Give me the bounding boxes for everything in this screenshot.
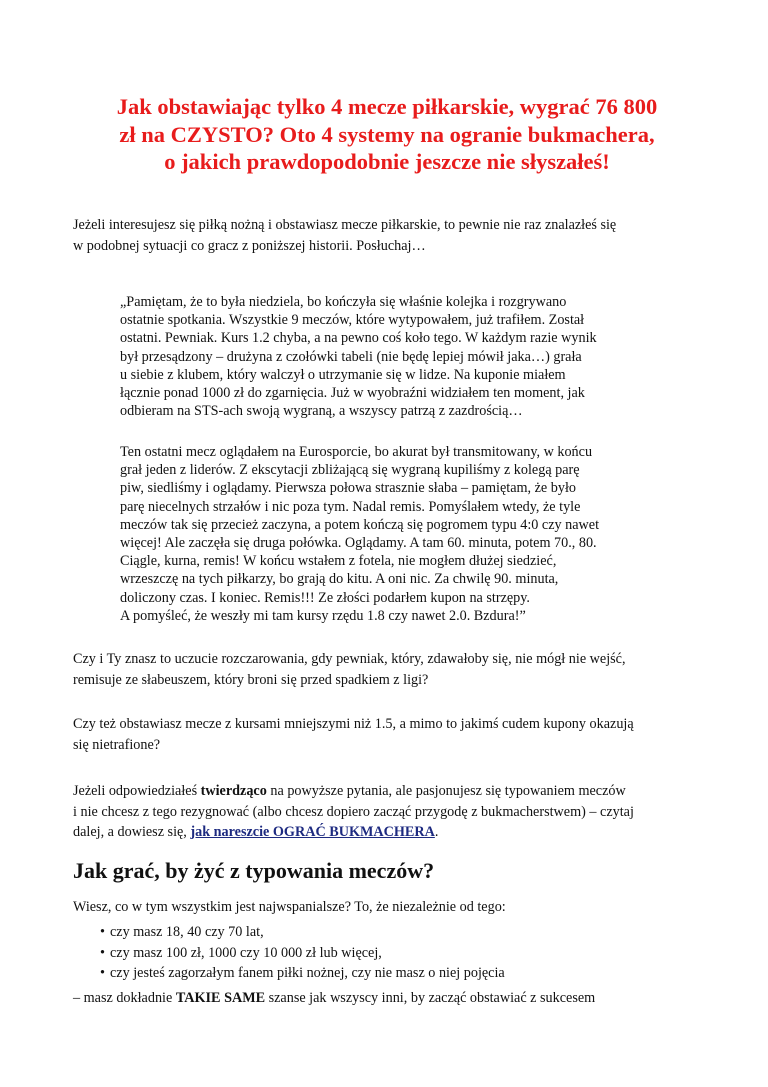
title-line-3: o jakich prawdopodobnie jeszcze nie słyszałeś! [164, 149, 610, 174]
paragraph-text: dalej, a dowiesz się, [73, 824, 191, 840]
paragraph-line: i nie chcesz z tego rezygnować (albo chcesz dopiero zacząć przygodę z bukmacherstwem) – czytaj [73, 803, 634, 820]
list-item [80, 922, 505, 943]
quote-line: meczów tak się przecież zaczyna, a potem kończą się pogromem typu 4:0 czy nawet [120, 516, 600, 533]
conditions-list [80, 922, 505, 984]
document-title [64, 93, 710, 176]
intro-line-1: Jeżeli interesujesz się piłką nożną i obstawiasz mecze piłkarskie, to pewnie nie raz znalazłeś się [73, 217, 617, 233]
quote-line: wrzeszczę na tych piłkarzy, bo grają do kitu. A oni nic. Za chwilę 90. minuta, [120, 571, 559, 588]
paragraph-text: Jeżeli odpowiedziałeś [73, 783, 201, 799]
quote-line: A pomyśleć, że weszły mi tam kursy rzędu 1.8 czy nawet 2.0. Bzdura!” [120, 607, 526, 624]
intro-paragraph [73, 215, 713, 256]
quote-line: łącznie ponad 1000 zł do zgarnięcia. Już w wyobraźni widziałem ten moment, jak [120, 385, 585, 402]
quote-line: u siebie z klubem, który walczył o utrzymanie się w lidze. Na kuponie miałem [120, 366, 566, 383]
quote-line: „Pamiętam, że to była niedziela, bo kończyła się właśnie kolejka i rozgrywano [120, 294, 567, 310]
list-item-text: czy masz 100 zł, 1000 czy 10 000 zł lub więcej, [110, 944, 382, 961]
section-intro: Wiesz, co w tym wszystkim jest najwspanialsze? To, że niezależnie od tego: [73, 899, 506, 915]
emphasis-text: twierdząco [200, 783, 267, 799]
story-quote-part-2 [120, 443, 680, 625]
quote-line: grał jeden z liderów. Z ekscytacji zbliżającą się wygraną kupiliśmy z kolegą parę [120, 462, 580, 479]
quote-line: Ten ostatni mecz oglądałem na Eurosporcie, bo akurat był transmitowany, w końcu [120, 444, 593, 460]
quote-line: ostatnie spotkania. Wszystkie 9 meczów, które wytypowałem, już trafiłem. Został [120, 312, 585, 329]
list-item-text: czy masz 18, 40 czy 70 lat, [110, 924, 264, 940]
paragraph-line: Czy też obstawiasz mecze z kursami mniejszymi niż 1.5, a mimo to jakimś cudem kupony okazują [73, 716, 634, 732]
quote-line: Ciągle, kurna, remis! W końcu wstałem z fotela, nie mogłem dłużej siedzieć, [120, 553, 557, 570]
paragraph-text: . [434, 824, 439, 840]
paragraph-line: remisuje ze słabeuszem, który broni się przed spadkiem z ligi? [73, 671, 429, 688]
quote-line: doliczony czas. I koniec. Remis!!! Ze złości podarłem kupon na strzępy. [120, 589, 530, 606]
section-heading: Jak grać, by żyć z typowania meczów? [73, 858, 435, 883]
quote-line: odbieram na STS-ach swoją wygraną, a wszyscy patrzą z zazdrością… [120, 403, 523, 420]
quote-line: ostatni. Pewniak. Kurs 1.2 chyba, a na pewno coś koło tego. W każdym razie wynik [120, 330, 597, 347]
bullet-icon: • [100, 924, 105, 940]
conclusion-line [73, 988, 713, 1009]
paragraph-text: na powyższe pytania, ale pasjonujesz się typowaniem meczów [266, 783, 626, 799]
list-item [80, 963, 505, 984]
quote-line: piw, siedliśmy i oglądamy. Pierwsza połowa strasznie słaba – pamiętam, że było [120, 480, 576, 497]
list-item [80, 943, 505, 964]
paragraph-text: – masz dokładnie [73, 990, 176, 1006]
list-item-text: czy jesteś zagorzałym fanem piłki nożnej, czy nie masz o niej pojęcia [110, 965, 505, 981]
title-line-1: Jak obstawiając tylko 4 mecze piłkarskie, wygrać 76 800 [116, 94, 658, 119]
emphasis-text: TAKIE SAME [175, 990, 266, 1006]
paragraph-line: się nietrafione? [73, 736, 161, 753]
story-quote-part-1 [120, 293, 680, 420]
bullet-icon: • [100, 944, 105, 961]
intro-line-2: w podobnej sytuacji co gracz z poniższej historii. Posłuchaj… [73, 237, 426, 254]
paragraph-line: Czy i Ty znasz to uczucie rozczarowania, gdy pewniak, który, zdawałoby się, nie mógł nie wejść, [73, 651, 626, 667]
title-line-2: zł na CZYSTO? Oto 4 systemy na ogranie bukmachera, [119, 121, 655, 147]
beat-bookmaker-link[interactable]: jak nareszcie OGRAĆ BUKMACHERA [190, 824, 435, 840]
quote-line: był przesądzony – drużyna z czołówki tabeli (nie będę lepiej mówił jaka…) grała [120, 348, 582, 365]
question-paragraph-1 [73, 649, 713, 690]
question-paragraph-2 [73, 714, 713, 755]
bullet-icon: • [100, 965, 105, 981]
quote-line: parę niecelnych strzałów i nic poza tym. Nadal remis. Pomyślałem wtedy, że tyle [120, 498, 581, 515]
paragraph-text: szanse jak wszyscy inni, by zacząć obstawiać z sukcesem [265, 990, 596, 1006]
quote-line: więcej! Ale zaczęła się druga połówka. Oglądamy. A tam 60. minuta, potem 70., 80. [120, 535, 597, 552]
call-to-action-paragraph [73, 781, 713, 843]
